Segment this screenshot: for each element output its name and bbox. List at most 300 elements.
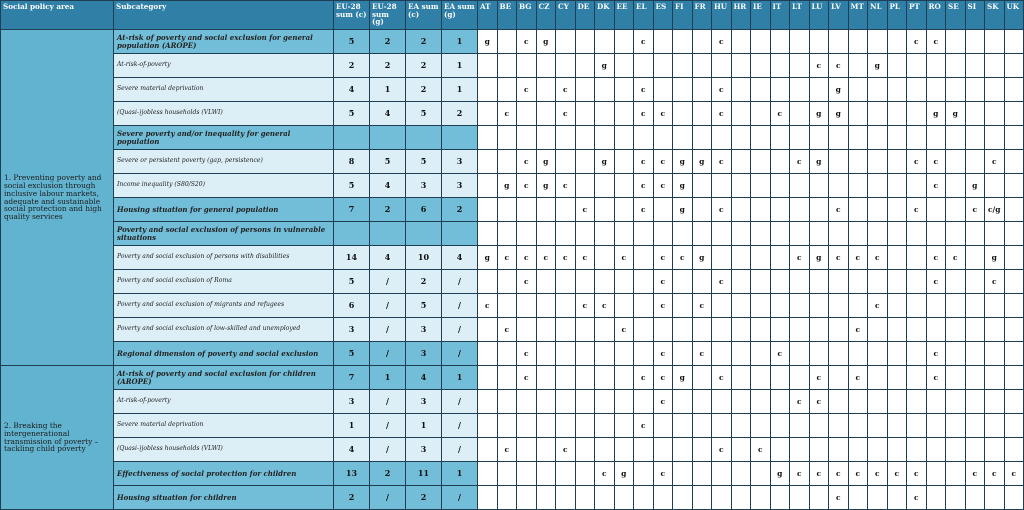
country-cell-mt [848, 150, 868, 174]
country-cell-sk [985, 174, 1005, 198]
country-cell-el: c [634, 102, 654, 126]
country-cell-fr [692, 30, 712, 54]
sum-cell: 4 [406, 366, 442, 390]
country-cell-sk [985, 486, 1005, 510]
country-cell-uk [1004, 486, 1024, 510]
country-cell-si [965, 150, 985, 174]
country-cell-ro [926, 54, 946, 78]
country-cell-ro [926, 438, 946, 462]
country-cell-si [965, 342, 985, 366]
country-cell-pt: c [907, 198, 927, 222]
country-cell-si [965, 270, 985, 294]
country-cell-be [497, 222, 517, 246]
header-eu28-g: EU-28 sum (g) [370, 1, 406, 30]
policy-area-cell: 2. Breaking the intergenerational transmission of poverty – tackling child poverty [1, 366, 114, 510]
country-cell-pl [887, 270, 907, 294]
country-cell-fi [673, 78, 693, 102]
country-cell-lt: c [790, 390, 810, 414]
country-cell-lu: g [809, 150, 829, 174]
country-cell-de [575, 438, 595, 462]
sum-cell: 2 [406, 78, 442, 102]
country-cell-el [634, 438, 654, 462]
country-cell-bg: c [517, 78, 537, 102]
sum-cell: 3 [406, 390, 442, 414]
country-cell-pl [887, 78, 907, 102]
country-cell-mt [848, 222, 868, 246]
country-cell-hr [731, 54, 751, 78]
country-cell-pl [887, 366, 907, 390]
country-cell-es [653, 318, 673, 342]
country-cell-mt [848, 78, 868, 102]
country-cell-be [497, 390, 517, 414]
country-cell-de [575, 102, 595, 126]
country-cell-pt: c [907, 486, 927, 510]
country-cell-ro [926, 390, 946, 414]
country-cell-pt: c [907, 462, 927, 486]
country-cell-fi [673, 54, 693, 78]
country-cell-el: c [634, 366, 654, 390]
country-cell-lv: c [829, 246, 849, 270]
country-cell-es [653, 30, 673, 54]
country-cell-si [965, 486, 985, 510]
country-cell-es [653, 486, 673, 510]
sum-cell: 2 [334, 486, 370, 510]
sum-cell: 13 [334, 462, 370, 486]
subcategory-cell: Housing situation for general population [114, 198, 334, 222]
country-cell-pl [887, 30, 907, 54]
country-cell-fr [692, 102, 712, 126]
country-cell-cy [556, 390, 576, 414]
country-cell-cy [556, 414, 576, 438]
country-cell-dk: g [595, 54, 615, 78]
country-cell-hr [731, 438, 751, 462]
sum-cell: / [442, 390, 478, 414]
country-cell-at [478, 150, 498, 174]
country-cell-cy [556, 342, 576, 366]
table-row [1, 366, 1024, 390]
country-cell-el [634, 126, 654, 150]
country-cell-bg [517, 54, 537, 78]
country-cell-at [478, 462, 498, 486]
country-cell-de [575, 270, 595, 294]
country-cell-cz: g [536, 174, 556, 198]
country-cell-bg [517, 294, 537, 318]
country-cell-be: g [497, 174, 517, 198]
country-cell-sk: g [985, 246, 1005, 270]
country-cell-at [478, 102, 498, 126]
country-cell-ro [926, 198, 946, 222]
sum-cell: 2 [406, 270, 442, 294]
subcategory-cell: Poverty and social exclusion of Roma [114, 270, 334, 294]
country-cell-es: c [653, 150, 673, 174]
country-cell-nl [868, 102, 888, 126]
country-cell-lu [809, 294, 829, 318]
country-cell-cz [536, 102, 556, 126]
country-cell-sk: c [985, 270, 1005, 294]
country-cell-sk [985, 390, 1005, 414]
country-cell-cz [536, 486, 556, 510]
sum-cell: / [370, 342, 406, 366]
country-cell-bg: c [517, 246, 537, 270]
country-cell-cy: c [556, 246, 576, 270]
country-cell-pt [907, 126, 927, 150]
country-cell-lu [809, 126, 829, 150]
header-country-hr: HR [731, 1, 751, 30]
country-cell-pl [887, 414, 907, 438]
country-cell-sk: c [985, 150, 1005, 174]
country-cell-fi: g [673, 174, 693, 198]
country-cell-sk [985, 222, 1005, 246]
country-cell-cy [556, 198, 576, 222]
country-cell-be [497, 126, 517, 150]
country-cell-si [965, 222, 985, 246]
header-country-mt: MT [848, 1, 868, 30]
country-cell-lt [790, 78, 810, 102]
country-cell-dk [595, 126, 615, 150]
country-cell-mt [848, 270, 868, 294]
header-country-si: SI [965, 1, 985, 30]
country-cell-fi [673, 390, 693, 414]
country-cell-cy [556, 486, 576, 510]
country-cell-lt [790, 438, 810, 462]
country-cell-fi: g [673, 198, 693, 222]
country-cell-el [634, 294, 654, 318]
country-cell-be [497, 150, 517, 174]
country-cell-pt [907, 414, 927, 438]
sum-cell: 1 [442, 54, 478, 78]
sum-cell: 6 [406, 198, 442, 222]
country-cell-lt [790, 54, 810, 78]
country-cell-es: c [653, 462, 673, 486]
country-cell-be [497, 270, 517, 294]
country-cell-be [497, 78, 517, 102]
country-cell-cy [556, 222, 576, 246]
country-cell-mt [848, 438, 868, 462]
country-cell-uk [1004, 246, 1024, 270]
country-cell-si [965, 366, 985, 390]
country-cell-ie [751, 102, 771, 126]
country-cell-ro: c [926, 366, 946, 390]
country-cell-hr [731, 366, 751, 390]
country-cell-pl [887, 342, 907, 366]
country-cell-pt [907, 102, 927, 126]
country-cell-dk [595, 342, 615, 366]
country-cell-mt [848, 102, 868, 126]
country-cell-sk [985, 366, 1005, 390]
country-cell-pl [887, 150, 907, 174]
country-cell-pt [907, 318, 927, 342]
sum-cell: 5 [406, 102, 442, 126]
country-cell-pt [907, 390, 927, 414]
country-cell-dk [595, 414, 615, 438]
country-cell-lt [790, 486, 810, 510]
country-cell-nl [868, 198, 888, 222]
country-cell-es [653, 54, 673, 78]
country-cell-dk [595, 222, 615, 246]
country-cell-pl [887, 198, 907, 222]
country-cell-cy: c [556, 78, 576, 102]
country-cell-uk [1004, 30, 1024, 54]
country-cell-pt [907, 438, 927, 462]
sum-cell: 1 [370, 78, 406, 102]
country-cell-lv [829, 150, 849, 174]
country-cell-nl: c [868, 462, 888, 486]
country-cell-cz [536, 78, 556, 102]
country-cell-pl [887, 294, 907, 318]
country-cell-be [497, 342, 517, 366]
country-cell-it: c [770, 342, 790, 366]
country-cell-ee [614, 54, 634, 78]
country-cell-lt [790, 414, 810, 438]
country-cell-hr [731, 318, 751, 342]
country-cell-hr [731, 462, 751, 486]
sum-cell: 4 [370, 102, 406, 126]
country-cell-ee [614, 342, 634, 366]
country-cell-pt [907, 222, 927, 246]
sum-cell: 2 [406, 30, 442, 54]
country-cell-lt: c [790, 150, 810, 174]
header-country-fi: FI [673, 1, 693, 30]
country-cell-se [946, 150, 966, 174]
country-cell-ro [926, 414, 946, 438]
country-cell-hr [731, 390, 751, 414]
country-cell-fr [692, 78, 712, 102]
country-cell-cy [556, 294, 576, 318]
country-cell-fi [673, 30, 693, 54]
country-cell-ro: c [926, 342, 946, 366]
country-cell-fi [673, 102, 693, 126]
country-cell-hu [712, 222, 732, 246]
country-cell-ie [751, 150, 771, 174]
country-cell-mt [848, 342, 868, 366]
country-cell-cz [536, 318, 556, 342]
country-cell-se [946, 78, 966, 102]
country-cell-hr [731, 30, 751, 54]
sum-cell [334, 126, 370, 150]
country-cell-fr [692, 198, 712, 222]
country-cell-se [946, 486, 966, 510]
sum-cell: 1 [406, 414, 442, 438]
country-cell-pt [907, 366, 927, 390]
country-cell-ie [751, 270, 771, 294]
sum-cell [334, 222, 370, 246]
country-cell-de [575, 390, 595, 414]
country-cell-it [770, 366, 790, 390]
country-cell-nl [868, 270, 888, 294]
country-cell-si: g [965, 174, 985, 198]
country-cell-pl [887, 390, 907, 414]
country-cell-el [634, 342, 654, 366]
country-cell-it [770, 174, 790, 198]
country-cell-nl [868, 30, 888, 54]
country-cell-el [634, 222, 654, 246]
sum-cell: 3 [334, 318, 370, 342]
country-cell-be [497, 366, 517, 390]
sum-cell [406, 222, 442, 246]
country-cell-it [770, 486, 790, 510]
country-cell-dk [595, 30, 615, 54]
country-cell-uk [1004, 78, 1024, 102]
country-cell-uk [1004, 102, 1024, 126]
header-ea-c: EA sum (c) [406, 1, 442, 30]
country-cell-lu: c [809, 54, 829, 78]
country-cell-lt [790, 198, 810, 222]
country-cell-mt: c [848, 462, 868, 486]
country-cell-lu [809, 30, 829, 54]
sum-cell: 5 [406, 294, 442, 318]
country-cell-hr [731, 342, 751, 366]
country-cell-ro [926, 126, 946, 150]
country-cell-it [770, 150, 790, 174]
header-country-lu: LU [809, 1, 829, 30]
country-cell-de [575, 366, 595, 390]
country-cell-lu [809, 342, 829, 366]
country-cell-bg: c [517, 30, 537, 54]
country-cell-it [770, 318, 790, 342]
country-cell-dk [595, 78, 615, 102]
country-cell-se [946, 462, 966, 486]
country-cell-ie [751, 78, 771, 102]
country-cell-ro: c [926, 174, 946, 198]
country-cell-lv [829, 438, 849, 462]
country-cell-hu [712, 246, 732, 270]
country-cell-cy: c [556, 102, 576, 126]
sum-cell: 4 [442, 246, 478, 270]
sum-cell: 3 [334, 390, 370, 414]
country-cell-it: c [770, 102, 790, 126]
country-cell-fi [673, 126, 693, 150]
country-cell-de: c [575, 294, 595, 318]
country-cell-sk [985, 54, 1005, 78]
country-cell-ee [614, 198, 634, 222]
country-cell-fr [692, 174, 712, 198]
subcategory-cell: Effectiveness of social protection for children [114, 462, 334, 486]
sum-cell: 14 [334, 246, 370, 270]
country-cell-de [575, 414, 595, 438]
country-cell-lt [790, 102, 810, 126]
country-cell-bg [517, 390, 537, 414]
sum-cell: 5 [370, 150, 406, 174]
country-cell-si [965, 390, 985, 414]
country-cell-el [634, 54, 654, 78]
country-cell-nl [868, 438, 888, 462]
country-cell-si [965, 414, 985, 438]
country-cell-ie [751, 486, 771, 510]
country-cell-hr [731, 126, 751, 150]
sum-cell: 1 [442, 366, 478, 390]
country-cell-si [965, 30, 985, 54]
country-cell-fr [692, 438, 712, 462]
subcategory-cell: Income inequality (S80/S20) [114, 174, 334, 198]
sum-cell: / [442, 414, 478, 438]
country-cell-ee [614, 294, 634, 318]
country-cell-uk [1004, 414, 1024, 438]
country-cell-el: c [634, 198, 654, 222]
country-cell-pl [887, 102, 907, 126]
country-cell-se [946, 174, 966, 198]
country-cell-ie [751, 126, 771, 150]
country-cell-lu [809, 270, 829, 294]
subcategory-cell: At-risk of poverty and social exclusion for general population (AROPE) [114, 30, 334, 54]
country-cell-at [478, 486, 498, 510]
country-cell-es: c [653, 174, 673, 198]
country-cell-ee [614, 414, 634, 438]
country-cell-at [478, 174, 498, 198]
sum-cell: / [442, 294, 478, 318]
header-country-it: IT [770, 1, 790, 30]
country-cell-dk [595, 102, 615, 126]
subcategory-cell: (Quasi-)jobless households (VLWI) [114, 438, 334, 462]
country-cell-si [965, 78, 985, 102]
subcategory-cell: Severe or persistent poverty (gap, persistence) [114, 150, 334, 174]
country-cell-lt [790, 126, 810, 150]
country-cell-dk [595, 174, 615, 198]
country-cell-nl [868, 126, 888, 150]
country-cell-at [478, 366, 498, 390]
country-cell-cz [536, 414, 556, 438]
country-cell-ro [926, 222, 946, 246]
country-cell-be: c [497, 246, 517, 270]
country-cell-ee [614, 30, 634, 54]
country-cell-es [653, 438, 673, 462]
country-cell-uk [1004, 342, 1024, 366]
country-cell-de [575, 54, 595, 78]
sum-cell: 3 [442, 174, 478, 198]
country-cell-pl: c [887, 462, 907, 486]
sum-cell: 5 [334, 342, 370, 366]
header-country-hu: HU [712, 1, 732, 30]
country-cell-hu [712, 414, 732, 438]
country-cell-si [965, 438, 985, 462]
country-cell-lt: c [790, 462, 810, 486]
table-row [1, 318, 1024, 342]
country-cell-hu: c [712, 102, 732, 126]
country-cell-ro [926, 462, 946, 486]
sum-cell [442, 222, 478, 246]
sum-cell: 4 [370, 174, 406, 198]
sum-cell: 2 [442, 102, 478, 126]
country-cell-es [653, 126, 673, 150]
country-cell-sk [985, 126, 1005, 150]
country-cell-el [634, 246, 654, 270]
country-cell-fi [673, 318, 693, 342]
country-cell-lt [790, 174, 810, 198]
country-cell-ee [614, 486, 634, 510]
table-row [1, 174, 1024, 198]
table-row [1, 150, 1024, 174]
subcategory-cell: Poverty and social exclusion of persons with disabilities [114, 246, 334, 270]
country-cell-dk: g [595, 150, 615, 174]
country-cell-fi [673, 462, 693, 486]
country-cell-sk [985, 438, 1005, 462]
header-country-pt: PT [907, 1, 927, 30]
table-row [1, 486, 1024, 510]
country-cell-fi [673, 294, 693, 318]
country-cell-uk: c [1004, 462, 1024, 486]
country-cell-lu: c [809, 366, 829, 390]
country-cell-de: c [575, 198, 595, 222]
country-cell-lv [829, 270, 849, 294]
country-cell-de [575, 222, 595, 246]
country-cell-hu: c [712, 150, 732, 174]
country-cell-dk [595, 246, 615, 270]
country-cell-lu [809, 318, 829, 342]
header-country-lt: LT [790, 1, 810, 30]
country-cell-fi [673, 342, 693, 366]
sum-cell: 3 [406, 318, 442, 342]
country-cell-hu [712, 174, 732, 198]
country-cell-nl [868, 342, 888, 366]
